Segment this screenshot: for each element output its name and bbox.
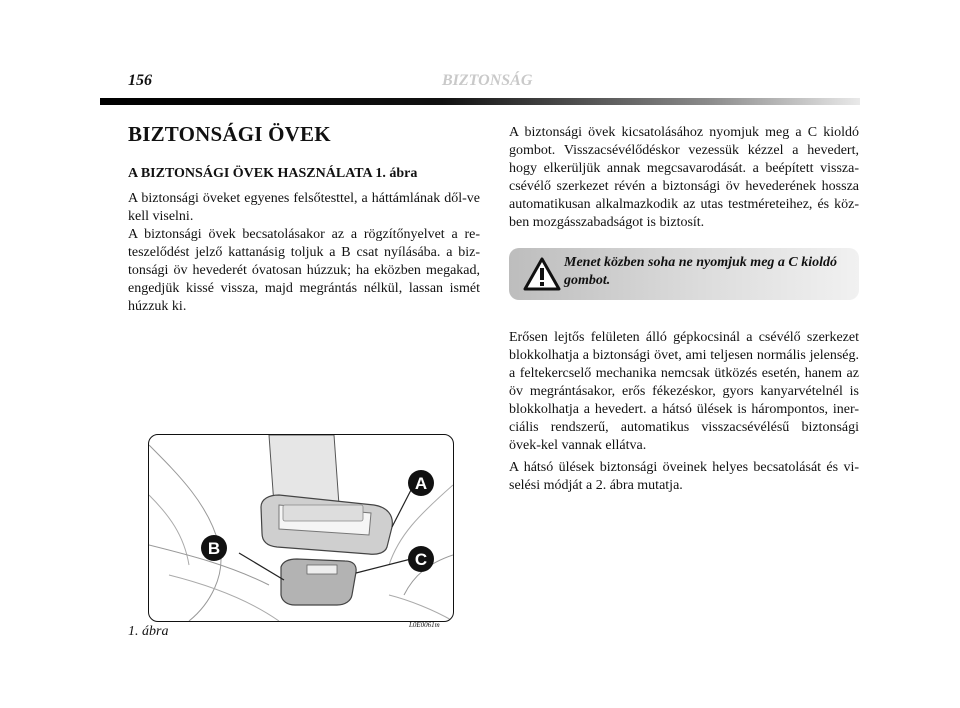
- label-a-marker: [408, 470, 434, 496]
- right-paragraph-2-wrap: [509, 329, 859, 455]
- warning-triangle-icon: [523, 257, 561, 291]
- right-paragraph-3-wrap: [509, 459, 859, 495]
- label-b-marker: [201, 535, 227, 561]
- subheading: A BIZTONSÁGI ÖVEK HASZNÁLATA 1. ábra: [128, 166, 418, 181]
- right-paragraph-3: A hátsó ülések biztonsági öveinek helyes becsatolását és vi-selési módját a 2. ábra mutatja.: [509, 460, 859, 493]
- right-paragraph-2: Erősen lejtős felületen álló gépkocsinál a csévélő szerkezet blokkolhatja a biztonsági övet, ami teljesen normális jelenség. a feltekercselő mechanika nemcsak ütközés esetén, hanem az öv megrántásakor, erős fékezéskor, gyors kanyarvételnél is blokkolhatja a hevedert. a hátsó ülések is hárompontos, iner-ciális rendszerű, automatikus visszacsévélésű biztonsági övek-kel vannak ellátva.: [509, 330, 859, 453]
- right-column: [509, 124, 859, 232]
- header-rule: [100, 98, 860, 105]
- seatbelt-buckle-illustration: [149, 435, 453, 621]
- label-a: A: [414, 474, 428, 493]
- left-column: [128, 122, 480, 316]
- label-c-marker: [408, 546, 434, 572]
- page-number: 156: [128, 72, 152, 89]
- label-b: B: [207, 539, 221, 558]
- figure-code: L0E0061m: [409, 621, 440, 629]
- left-paragraph-1: A biztonsági öveket egyenes felsőtesttel, a háttámlának dől-ve kell viselni.: [128, 191, 480, 224]
- seatbelt-figure: [148, 434, 454, 622]
- section-title: BIZTONSÁG: [442, 72, 533, 89]
- left-paragraph-2: A biztonsági övek becsatolásakor az a rögzítőnyelvet a re-teszelődést jelző kattanásig toljuk a B csat nyílásába. a biz-tonsági öv hevederét óvatosan húzzuk; ha eközben megakad, engedjük kissé vissza, majd megrántás nélkül, lassan ismét húzzuk ki.: [128, 227, 480, 314]
- label-c: C: [414, 550, 428, 569]
- figure-caption: 1. ábra: [128, 624, 169, 639]
- warning-text: Menet közben soha ne nyomjuk meg a C kioldó gombot.: [564, 255, 838, 288]
- warning-box: [509, 248, 859, 300]
- page-heading: BIZTONSÁGI ÖVEK: [128, 122, 331, 146]
- right-paragraph-1: A biztonsági övek kicsatolásához nyomjuk meg a C kioldó gombot. Visszacsévélődéskor vezessük kézzel a hevedert, hogy elkerüljük annak megcsavarodását. a beépített vissza-csévélő szerkezet révén a biztonsági öv hevederének hossza automatikusan alkalmazkodik az utas testméreteihez, és köz-ben mozgásszabadságot is biztosít.: [509, 125, 859, 230]
